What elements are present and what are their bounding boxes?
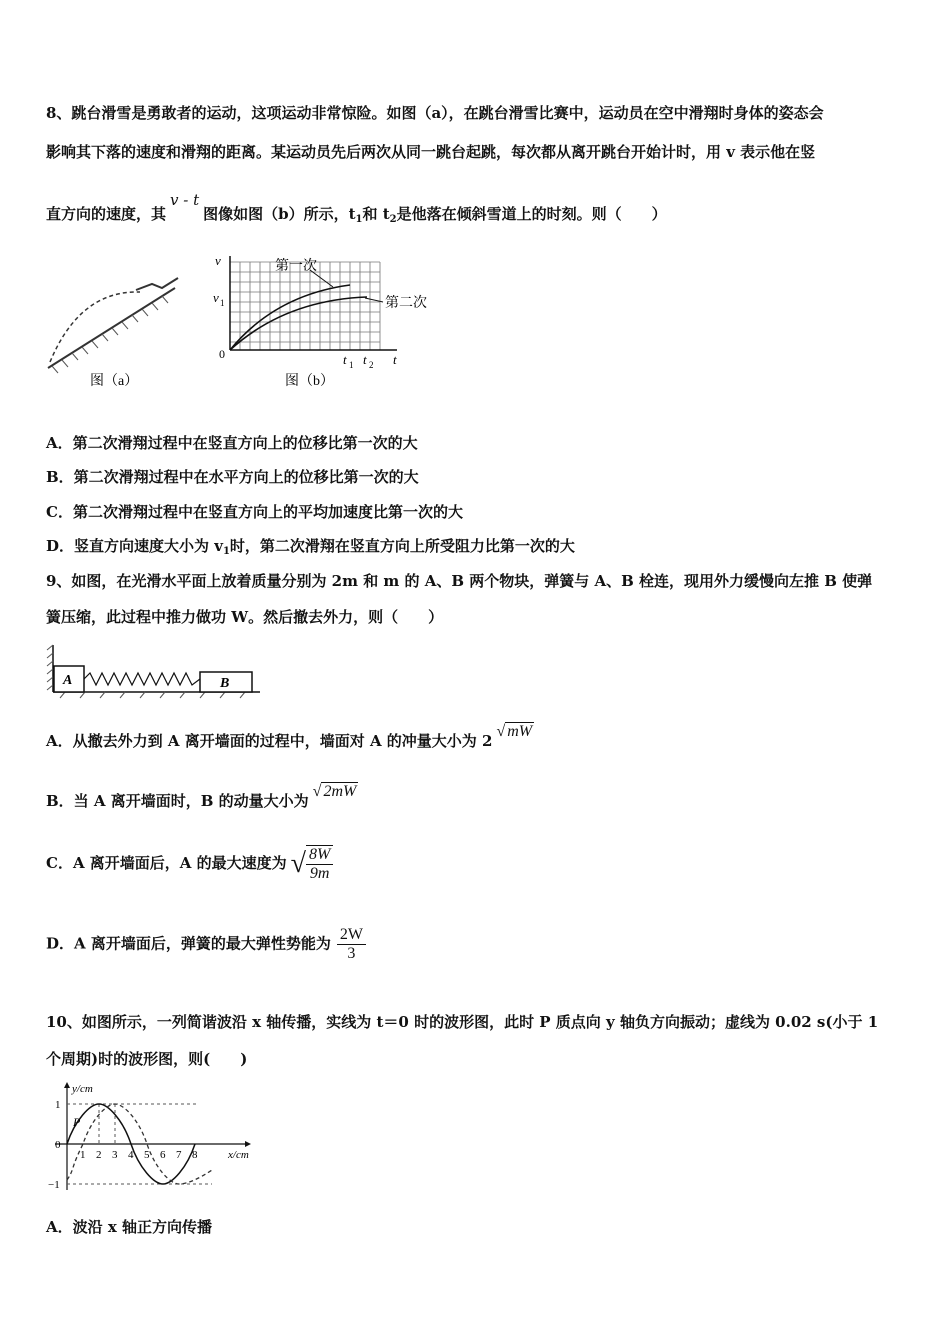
q9-option-d-text: D．A 离开墙面后，弹簧的最大弹性势能为 [46, 934, 331, 953]
x-tick-6: 6 [160, 1149, 166, 1161]
q9-option-a-sqrt: √ mW [496, 723, 533, 740]
q10-stem-line2: 个周期)时的波形图，则( ) [46, 1050, 248, 1068]
q8-option-c: C．第二次滑翔过程中在竖直方向上的平均加速度比第一次的大 [46, 503, 463, 521]
y-tick-0: 0 [55, 1139, 61, 1151]
q9-option-d [46, 926, 366, 963]
q9-option-d-num: 2W [337, 926, 366, 945]
y-axis-label: y/cm [72, 1083, 93, 1095]
t2-label: t [363, 352, 367, 367]
t2-sub: 2 [369, 360, 374, 370]
x-tick-3: 3 [112, 1149, 118, 1161]
graph-grid [230, 262, 380, 350]
slope-line [48, 288, 175, 368]
floor-hatching [60, 692, 245, 698]
q9-option-b-radicand: 2mW [323, 783, 357, 800]
q9-option-c-sqrt: √ [290, 848, 307, 879]
q9-option-b [46, 783, 358, 811]
x-tick-5: 5 [144, 1149, 150, 1161]
q9-option-b-text: B．当 A 离开墙面时，B 的动量大小为 [46, 792, 309, 810]
t-axis-label: t [393, 352, 397, 367]
q9-option-d-fraction [337, 926, 366, 963]
q8-figure-b [205, 250, 445, 395]
q8-vt-label: v - t [170, 191, 200, 209]
q9-option-a [46, 723, 534, 751]
q9-option-c-text: C．A 离开墙面后，A 的最大速度为 [46, 854, 287, 872]
block-b-label: B [220, 676, 230, 691]
skier-icon [136, 278, 178, 290]
q9-option-c-num: 8W [306, 846, 333, 865]
x-tick-1: 1 [80, 1149, 86, 1161]
q9-stem-line2: 簧压缩，此过程中推力做功 W。然后撤去外力，则（ ） [46, 608, 444, 626]
t1-label: t [343, 352, 347, 367]
v1-label: v [213, 290, 219, 305]
q8-option-a: A．第二次滑翔过程中在竖直方向上的位移比第一次的大 [46, 434, 418, 452]
q8-stem-line3 [46, 191, 667, 225]
q9-figure [45, 640, 270, 700]
first-label: 第一次 [275, 259, 317, 274]
x-axis-label: x/cm [228, 1149, 249, 1161]
spring [84, 673, 200, 685]
q8-line3-b: 图像如图（b）所示，t [203, 205, 356, 223]
y-axis-arrow [64, 1082, 70, 1088]
q8-line3-d: 是他落在倾斜雪道上的时刻。则（ ） [396, 205, 667, 223]
q9-stem-line1: 9、如图，在光滑水平面上放着质量分别为 2m 和 m 的 A、B 两个物块，弹簧与 A、B 栓连，现用外力缓慢向左推 B 使弹 [46, 572, 873, 590]
q9-option-c-den: 9m [309, 865, 330, 882]
q10-option-a: A．波沿 x 轴正方向传播 [46, 1218, 213, 1236]
q8-stem-line1: 8、跳台滑雪是勇敢者的运动，这项运动非常惊险。如图（a），在跳台滑雪比赛中，运动员在空中滑翔时身体的姿态会 [46, 104, 824, 122]
x-tick-4: 4 [128, 1149, 134, 1161]
q9-option-d-den: 3 [347, 945, 356, 962]
origin-label: 0 [219, 347, 225, 361]
q9-option-a-radicand: mW [507, 723, 533, 740]
x-tick-8: 8 [192, 1149, 198, 1161]
q8-line3-c: 和 t [362, 205, 390, 223]
q10-figure [40, 1080, 265, 1200]
q8-option-d [46, 535, 575, 557]
q9-option-a-text: A．从撤去外力到 A 离开墙面的过程中，墙面对 A 的冲量大小为 2 [46, 732, 493, 750]
y-tick-1: 1 [55, 1099, 61, 1111]
q8-figure-a [40, 270, 190, 395]
fig-a-caption: 图（a） [90, 374, 139, 389]
v-axis-label: v [215, 253, 221, 268]
second-label: 第二次 [385, 296, 427, 311]
fig-b-caption: 图（b） [285, 374, 334, 389]
q9-option-c-fraction [306, 845, 333, 883]
q8-stem-line2: 影响其下落的速度和滑翔的距离。某运动员先后两次从同一跳台起跳，每次都从离开跳台开始计时，用 v 表示他在竖 [46, 143, 816, 161]
wall-hatching [47, 645, 53, 690]
x-axis-arrow [245, 1141, 251, 1147]
q8-option-d-b: 时，第二次滑翔在竖直方向上所受阻力比第一次的大 [229, 537, 575, 555]
y-tick-neg1: −1 [48, 1179, 60, 1191]
q8-line3-a: 直方向的速度，其 [46, 205, 167, 223]
q9-option-b-sqrt: √ 2mW [312, 783, 357, 800]
q8-t2-sub: 2 [389, 214, 397, 225]
q8-t1-sub: 1 [355, 214, 363, 225]
slope-hatching [52, 296, 168, 373]
x-tick-2: 2 [96, 1149, 102, 1161]
t1-sub: 1 [349, 360, 354, 370]
point-p-label: P [73, 1115, 81, 1129]
q8-option-b: B．第二次滑翔过程中在水平方向上的位移比第一次的大 [46, 468, 419, 486]
block-a-label: A [63, 673, 73, 688]
q8-option-d-sub: 1 [222, 546, 230, 557]
q10-stem-line1: 10、如图所示，一列简谐波沿 x 轴传播，实线为 t＝0 时的波形图，此时 P 质点向 y 轴负方向振动；虚线为 0.02 s(小于 1 [46, 1013, 879, 1031]
q9-option-c [46, 845, 333, 883]
x-tick-7: 7 [176, 1149, 182, 1161]
q8-option-d-a: D．竖直方向速度大小为 v [46, 537, 223, 555]
v1-sub: 1 [220, 298, 225, 308]
